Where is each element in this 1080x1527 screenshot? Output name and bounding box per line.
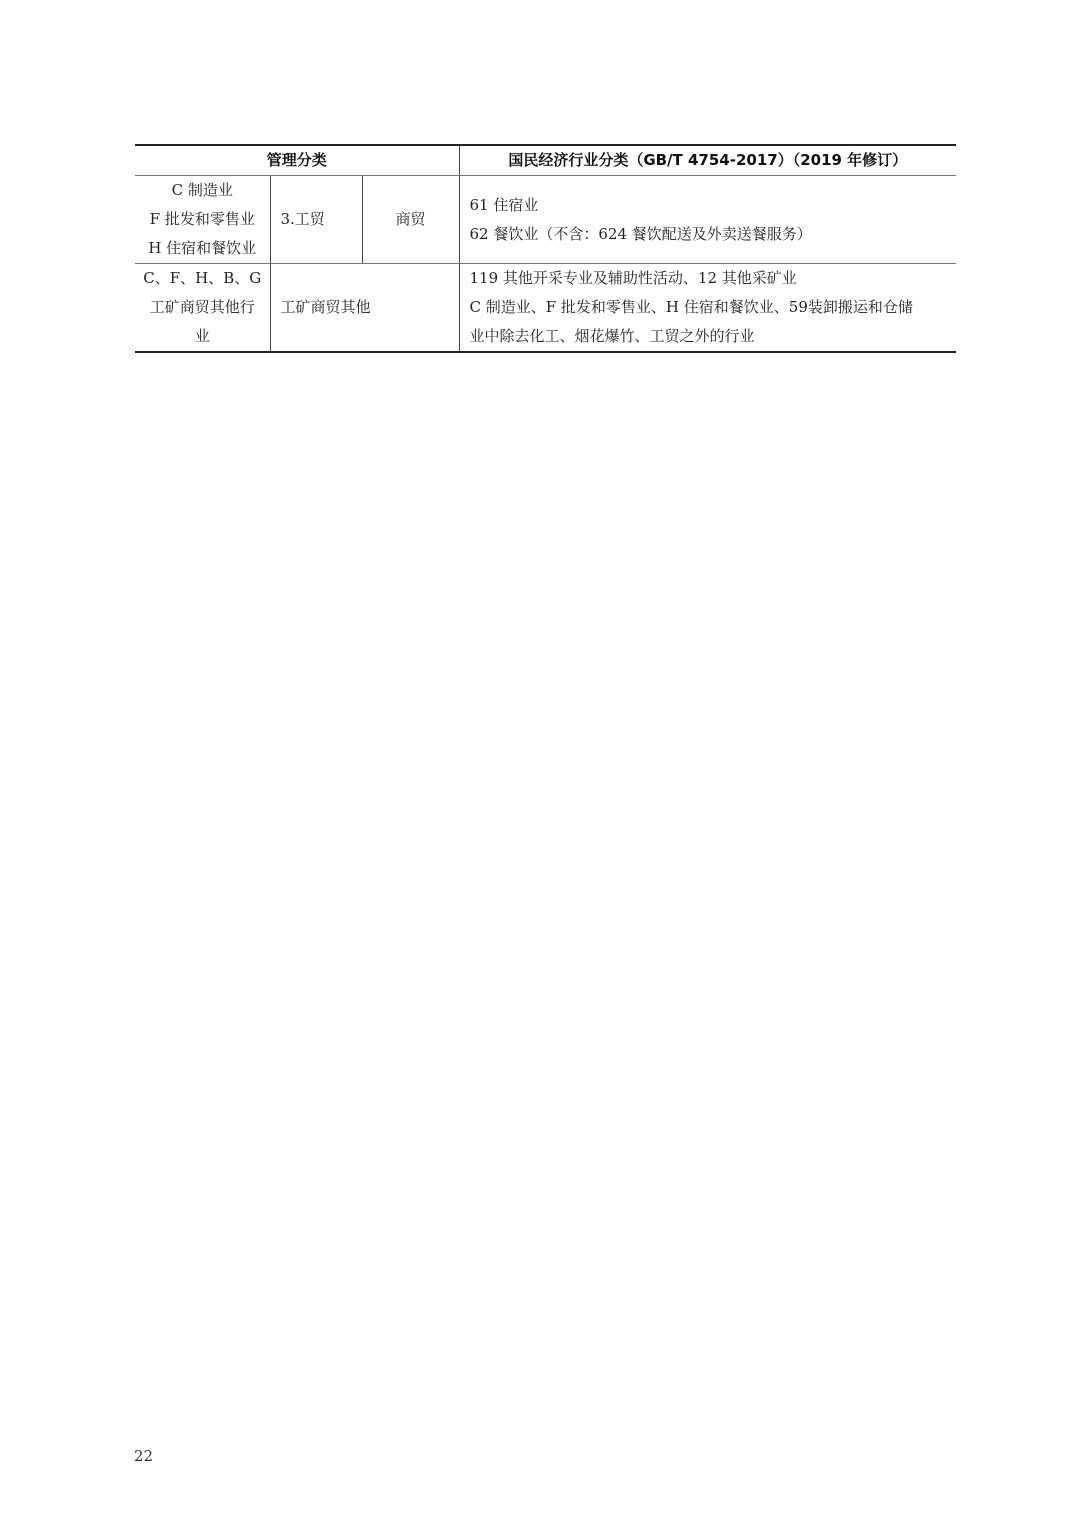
table-header-row <box>135 145 956 176</box>
category-cell: 工矿商贸其他 <box>270 264 459 353</box>
national-items-cell <box>459 176 956 264</box>
national-item-line: 业中除去化工、烟花爆竹、工贸之外的行业 <box>469 327 755 345</box>
table-row <box>135 176 956 264</box>
page-number: 22 <box>134 1447 154 1465</box>
industries-cell <box>135 264 270 353</box>
industry-line: 业 <box>194 327 210 345</box>
industry-line: C、F、H、B、G <box>143 269 262 287</box>
national-item-line: 61 住宿业 <box>469 195 539 214</box>
header-management-classification: 管理分类 <box>135 145 459 176</box>
national-item-line: C 制造业、F 批发和零售业、H 住宿和餐饮业、59装卸搬运和仓储 <box>469 298 913 316</box>
national-item-line: 62 餐饮业（不含：624 餐饮配送及外卖送餐服务） <box>469 224 812 243</box>
industry-line: 工矿商贸其他行 <box>149 298 255 316</box>
table-row <box>135 264 956 353</box>
category-cell: 3.工贸 <box>270 176 362 264</box>
national-item-line: 119 其他开采专业及辅助性活动、12 其他采矿业 <box>469 269 797 287</box>
industries-cell <box>135 176 270 264</box>
industry-line: C 制造业 <box>171 181 233 199</box>
subcategory-cell: 商贸 <box>362 176 459 264</box>
industry-classification-table <box>135 144 956 353</box>
national-items-cell <box>459 264 956 353</box>
header-national-classification: 国民经济行业分类（GB/T 4754-2017）（2019 年修订） <box>459 145 956 176</box>
industry-line: H 住宿和餐饮业 <box>148 239 257 257</box>
industry-line: F 批发和零售业 <box>149 210 255 228</box>
